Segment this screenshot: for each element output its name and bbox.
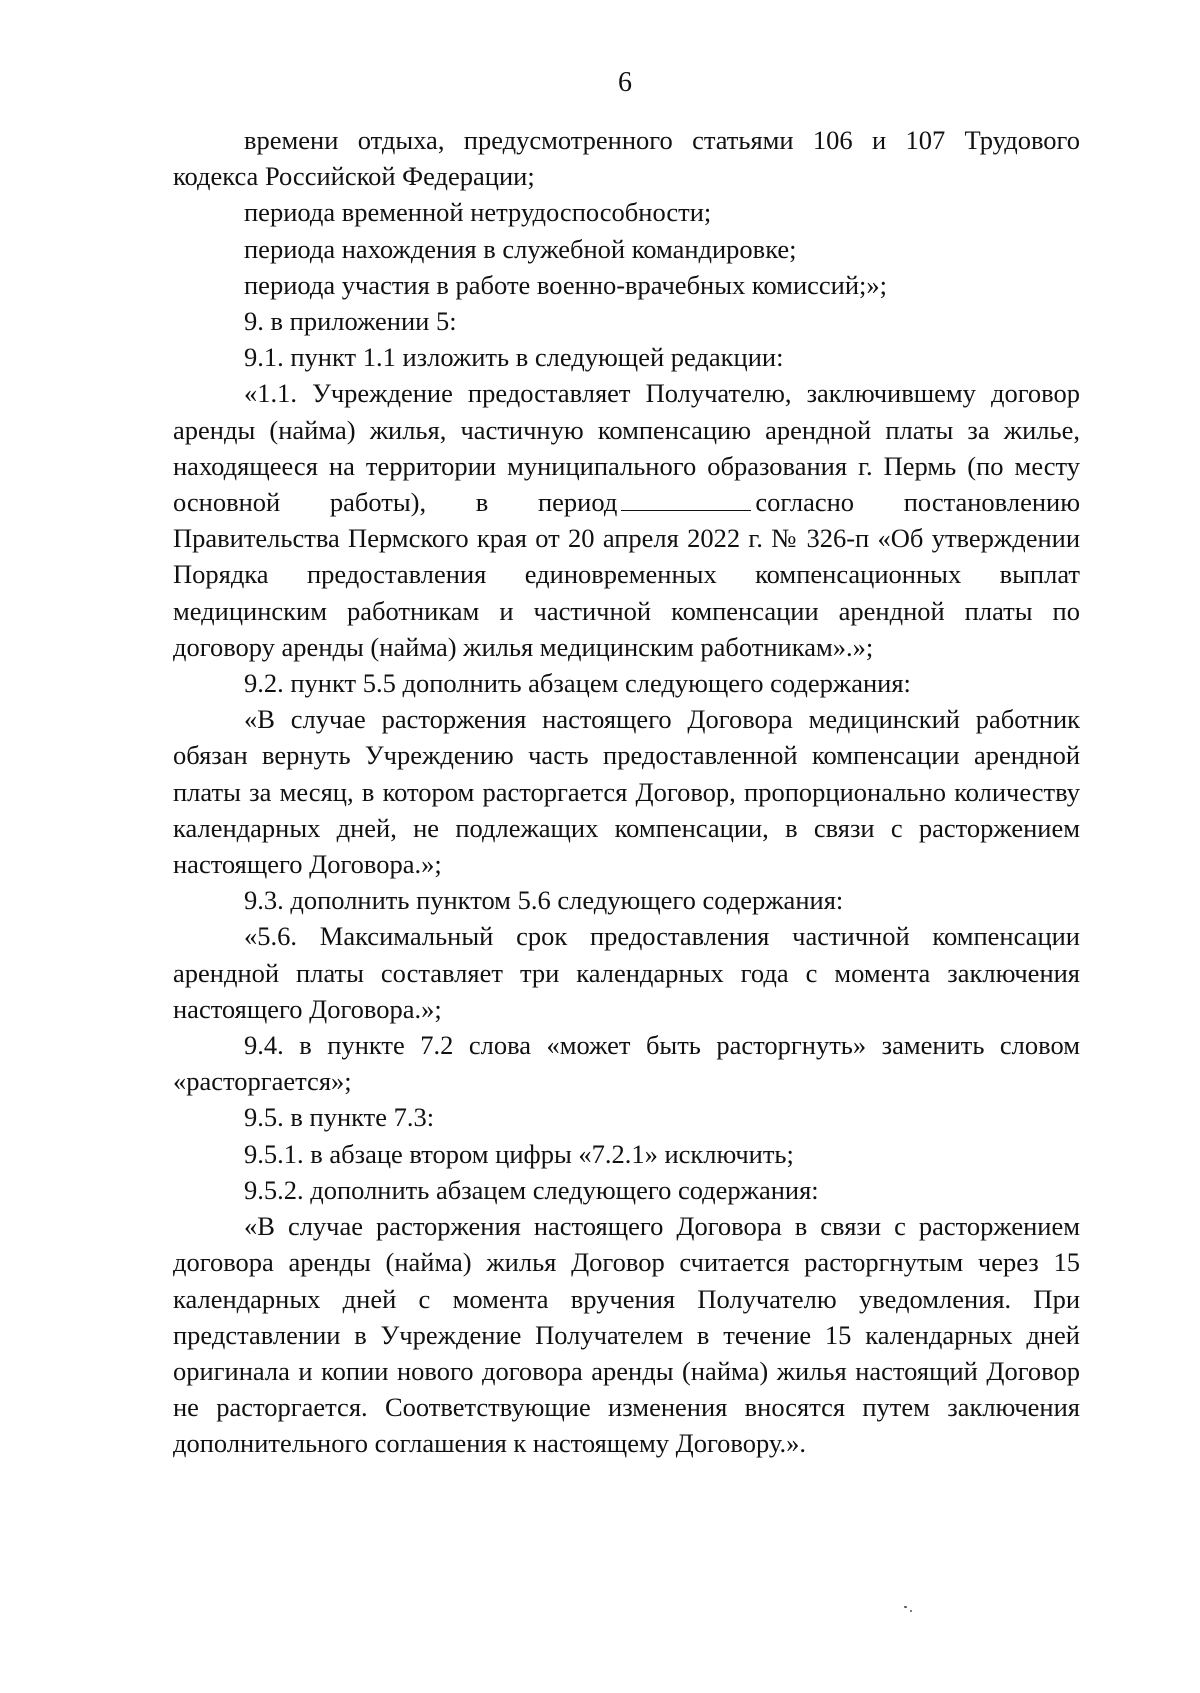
paragraph-item-9-4: 9.4. в пункте 7.2 слова «может быть расторгнуть» заменить словом «расторгается»; [173, 1030, 1080, 1097]
paragraph-item-9-5: 9.5. в пункте 7.3: [244, 1102, 435, 1133]
clause-1-1-text-end: согласно постановлению Правительства Пермского края от 20 апреля 2022 г. № 326-п «Об утверждении Порядка предоставления единовременных компенсационных выплат медицинским работникам и частичной компенсации арендной платы по договору аренды (найма) жилья медицинским работникам».»; [173, 487, 1080, 662]
paragraph-business-trip: периода нахождения в служебной командировке; [244, 233, 797, 264]
paragraph-item-9: 9. в приложении 5: [244, 306, 457, 337]
paragraph-clause-5-6: «5.6. Максимальный срок предоставления частичной компенсации арендной платы составляет три календарных года с момента заключения настоящего Договора.»; [173, 921, 1080, 1024]
paragraph-clause-1-1 [173, 375, 1080, 665]
scan-speck [904, 1606, 907, 1608]
paragraph-item-9-5-2: 9.5.2. дополнить абзацем следующего содержания: [244, 1174, 819, 1205]
clause-1-1-text-start: «1.1. Учреждение предоставляет Получателю, заключившему договор аренды (найма) жилья, частичную компенсацию арендной платы за жилье, находящееся на территории муниципального образования г. Пермь (по месту основной работы), в период [173, 378, 1080, 518]
paragraph-item-9-2: 9.2. пункт 5.5 дополнить абзацем следующего содержания: [244, 668, 911, 699]
paragraph-item-9-1: 9.1. пункт 1.1 изложить в следующей редакции: [244, 342, 784, 373]
paragraph-item-9-3: 9.3. дополнить пунктом 5.6 следующего содержания: [244, 885, 844, 916]
paragraph-termination-refund: «В случае расторжения настоящего Договора медицинский работник обязан вернуть Учреждению часть предоставленной компенсации арендной платы за месяц, в котором расторгается Договор, пропорционально количеству календарных дней, не подлежащих компенсации, в связи с расторжением настоящего Договора.»; [173, 704, 1080, 880]
document-body [173, 122, 1080, 1462]
paragraph-rest-time: времени отдыха, предусмотренного статьями 106 и 107 Трудового кодекса Российской Федерации; [173, 125, 1080, 192]
paragraph-termination-notice: «В случае расторжения настоящего Договора в связи с расторжением договора аренды (найма) жилья Договор считается расторгнутым через 15 календарных дней с момента вручения Получателю уведомления. При представлении в Учреждение Получателем в течение 15 календарных дней оригинала и копии нового договора аренды (найма) жилья настоящий Договор не расторгается. Соответствующие изменения вносятся путем заключения дополнительного соглашения к настоящему Договору.». [173, 1211, 1080, 1459]
blank-period-line [621, 490, 751, 511]
paragraph-military-commission: периода участия в работе военно-врачебных комиссий;»; [244, 269, 888, 300]
paragraph-item-9-5-1: 9.5.1. в абзаце втором цифры «7.2.1» исключить; [244, 1138, 794, 1169]
page-number: 6 [618, 67, 632, 98]
paragraph-disability-period: периода временной нетрудоспособности; [244, 197, 712, 228]
scan-speck [910, 1610, 912, 1612]
